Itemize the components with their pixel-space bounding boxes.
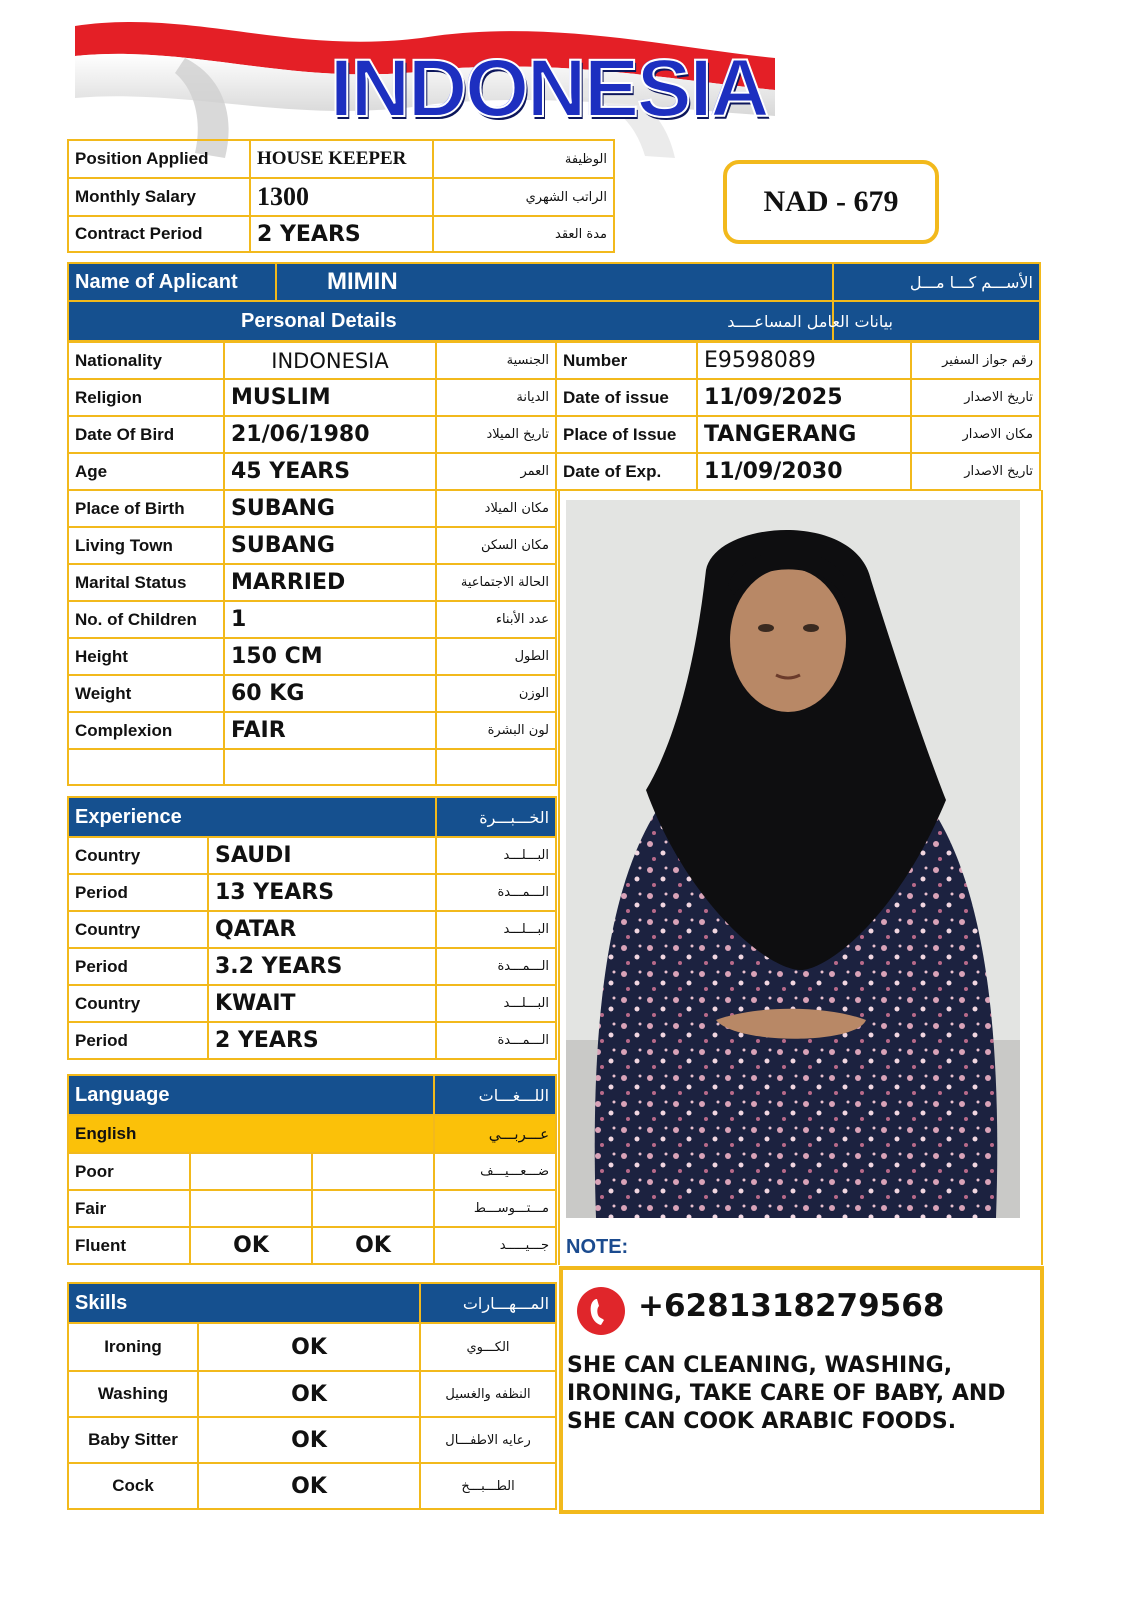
language-heading-ar: اللـــغـــات — [434, 1075, 556, 1115]
experience-value: QATAR — [208, 911, 436, 948]
personal-label-ar: الحالة الاجتماعية — [436, 564, 556, 601]
personal-row — [68, 453, 556, 490]
country-title: INDONESIA — [330, 43, 768, 134]
language-level: Fair — [68, 1190, 190, 1227]
personal-row — [68, 601, 556, 638]
experience-heading-ar: الخـــبـــرة — [436, 797, 556, 837]
passport-value: 11/09/2030 — [697, 453, 911, 490]
experience-label: Country — [68, 837, 208, 874]
applicant-name: MIMIN — [276, 263, 833, 301]
experience-label-ar: الـــمـــدة — [436, 874, 556, 911]
reference-number: NAD - 679 — [723, 160, 939, 244]
skill-value: OK — [198, 1371, 420, 1417]
experience-label-ar: الـــمـــدة — [436, 948, 556, 985]
language-arabic-value — [312, 1153, 434, 1190]
skill-label: Baby Sitter — [68, 1417, 198, 1463]
skill-label-ar: رعايه الاطفـــال — [420, 1417, 556, 1463]
personal-label: Date Of Bird — [68, 416, 224, 453]
personal-label: Height — [68, 638, 224, 675]
personal-value: SUBANG — [224, 527, 436, 564]
experience-label-ar: البـــلـــد — [436, 985, 556, 1022]
personal-value: 1 — [224, 601, 436, 638]
skill-label: Ironing — [68, 1323, 198, 1371]
personal-row — [68, 675, 556, 712]
personal-label-ar: مكان السكن — [436, 527, 556, 564]
job-label-ar: الراتب الشهري — [433, 178, 614, 216]
personal-value: FAIR — [224, 712, 436, 749]
personal-label-ar: مكان الميلاد — [436, 490, 556, 527]
language-english-value — [190, 1153, 312, 1190]
skill-label-ar: الكـــوي — [420, 1323, 556, 1371]
experience-value: 2 YEARS — [208, 1022, 436, 1059]
job-label: Position Applied — [68, 140, 250, 178]
personal-label: Living Town — [68, 527, 224, 564]
personal-row — [68, 527, 556, 564]
passport-row — [556, 342, 1040, 379]
personal-row — [68, 712, 556, 749]
experience-row — [68, 911, 556, 948]
personal-label-ar: الطول — [436, 638, 556, 675]
passport-label: Place of Issue — [556, 416, 697, 453]
personal-value: 45 YEARS — [224, 453, 436, 490]
language-heading: Language — [68, 1075, 434, 1115]
personal-label-ar: عدد الأبناء — [436, 601, 556, 638]
skill-label-ar: الطـــبـــخ — [420, 1463, 556, 1509]
skill-label: Cock — [68, 1463, 198, 1509]
personal-row — [68, 416, 556, 453]
personal-label-ar: العمر — [436, 453, 556, 490]
applicant-bar — [67, 262, 1041, 342]
experience-value: 13 YEARS — [208, 874, 436, 911]
experience-value: 3.2 YEARS — [208, 948, 436, 985]
experience-heading: Experience — [68, 797, 436, 837]
skill-row — [68, 1463, 556, 1509]
experience-label-ar: البـــلـــد — [436, 911, 556, 948]
experience-row — [68, 874, 556, 911]
personal-table — [67, 341, 557, 786]
job-label-ar: الوظيفة — [433, 140, 614, 178]
skill-row — [68, 1371, 556, 1417]
personal-row — [68, 564, 556, 601]
job-row — [68, 178, 614, 216]
skill-value: OK — [198, 1463, 420, 1509]
applicant-photo — [566, 500, 1020, 1218]
experience-label: Period — [68, 1022, 208, 1059]
applicant-label: Name of Aplicant — [68, 263, 276, 301]
experience-value: SAUDI — [208, 837, 436, 874]
passport-label-ar: رقم جواز السفير — [911, 342, 1040, 379]
skill-row — [68, 1417, 556, 1463]
passport-row — [556, 416, 1040, 453]
passport-row — [556, 379, 1040, 416]
experience-row — [68, 948, 556, 985]
personal-details-heading-ar — [727, 301, 1040, 341]
phone-number[interactable]: +6281318279568 — [638, 1288, 945, 1324]
personal-row-empty — [68, 749, 556, 785]
personal-value: MUSLIM — [224, 379, 436, 416]
skill-label: Washing — [68, 1371, 198, 1417]
language-level-ar: مـــتـــوســـط — [434, 1190, 556, 1227]
passport-label: Date of Exp. — [556, 453, 697, 490]
personal-label-ar: الوزن — [436, 675, 556, 712]
passport-label-ar: تاريخ الاصدار — [911, 453, 1040, 490]
language-arabic-label: عـــربـــي — [434, 1115, 556, 1153]
job-row — [68, 140, 614, 178]
experience-label-ar: البـــلـــد — [436, 837, 556, 874]
personal-row — [68, 638, 556, 675]
personal-label-ar: لون البشرة — [436, 712, 556, 749]
passport-table — [555, 341, 1041, 491]
experience-label: Country — [68, 911, 208, 948]
personal-label: Marital Status — [68, 564, 224, 601]
job-row — [68, 216, 614, 252]
passport-label-ar: تاريخ الاصدار — [911, 379, 1040, 416]
personal-details-heading: Personal Details — [68, 301, 833, 341]
passport-row — [556, 453, 1040, 490]
job-table — [67, 139, 615, 253]
personal-label: Place of Birth — [68, 490, 224, 527]
personal-value: INDONESIA — [224, 342, 436, 379]
job-label-ar: مدة العقد — [433, 216, 614, 252]
passport-value: TANGERANG — [697, 416, 911, 453]
passport-label: Date of issue — [556, 379, 697, 416]
skills-heading: Skills — [68, 1283, 420, 1323]
personal-label: Nationality — [68, 342, 224, 379]
personal-label: Weight — [68, 675, 224, 712]
language-level: Poor — [68, 1153, 190, 1190]
skill-value: OK — [198, 1323, 420, 1371]
personal-value: 21/06/1980 — [224, 416, 436, 453]
passport-label: Number — [556, 342, 697, 379]
language-table — [67, 1074, 557, 1265]
personal-row — [68, 490, 556, 527]
passport-value: 11/09/2025 — [697, 379, 911, 416]
personal-label: No. of Children — [68, 601, 224, 638]
skill-value: OK — [198, 1417, 420, 1463]
experience-table — [67, 796, 557, 1060]
passport-value: E9598089 — [697, 342, 911, 379]
language-arabic-value — [312, 1190, 434, 1227]
skills-table — [67, 1282, 557, 1510]
experience-row — [68, 985, 556, 1022]
job-value: 2 YEARS — [250, 216, 433, 252]
experience-label: Country — [68, 985, 208, 1022]
personal-row — [68, 342, 556, 379]
personal-label-ar: الديانة — [436, 379, 556, 416]
job-value: HOUSE KEEPER — [250, 140, 433, 178]
experience-row — [68, 1022, 556, 1059]
language-english-label: English — [68, 1115, 434, 1153]
job-label: Contract Period — [68, 216, 250, 252]
phone-icon — [577, 1287, 625, 1335]
experience-row — [68, 837, 556, 874]
personal-label-ar: تاريخ الميلاد — [436, 416, 556, 453]
skill-label-ar: النظفه والغسيل — [420, 1371, 556, 1417]
language-row — [68, 1153, 556, 1190]
language-english-value — [190, 1190, 312, 1227]
language-arabic-value: OK — [312, 1227, 434, 1264]
note-label: NOTE: — [566, 1236, 629, 1258]
language-level: Fluent — [68, 1227, 190, 1264]
note-text: SHE CAN CLEANING, WASHING, IRONING, TAKE CARE OF BABY, AND SHE CAN COOK ARABIC FOODS. — [567, 1353, 1006, 1434]
personal-label: Age — [68, 453, 224, 490]
skill-row — [68, 1323, 556, 1371]
job-label: Monthly Salary — [68, 178, 250, 216]
applicant-label-ar: الأســـم كـــا مـــل — [833, 263, 1040, 301]
personal-label: Complexion — [68, 712, 224, 749]
job-value: 1300 — [250, 178, 433, 216]
personal-value: SUBANG — [224, 490, 436, 527]
experience-value: KWAIT — [208, 985, 436, 1022]
experience-label: Period — [68, 874, 208, 911]
language-english-value: OK — [190, 1227, 312, 1264]
personal-label-ar: الجنسية — [436, 342, 556, 379]
personal-value: 150 CM — [224, 638, 436, 675]
language-row — [68, 1227, 556, 1264]
passport-label-ar: مكان الاصدار — [911, 416, 1040, 453]
personal-label: Religion — [68, 379, 224, 416]
personal-details-heading-ar-text: بيانات العامل المساعــــد — [727, 311, 893, 331]
personal-value: 60 KG — [224, 675, 436, 712]
language-row — [68, 1190, 556, 1227]
experience-label: Period — [68, 948, 208, 985]
language-level-ar: ضـــعـــيـــف — [434, 1153, 556, 1190]
personal-value: MARRIED — [224, 564, 436, 601]
skills-heading-ar: المـــهـــارات — [420, 1283, 556, 1323]
experience-label-ar: الـــمـــدة — [436, 1022, 556, 1059]
language-level-ar: جـــيـــــد — [434, 1227, 556, 1264]
personal-row — [68, 379, 556, 416]
